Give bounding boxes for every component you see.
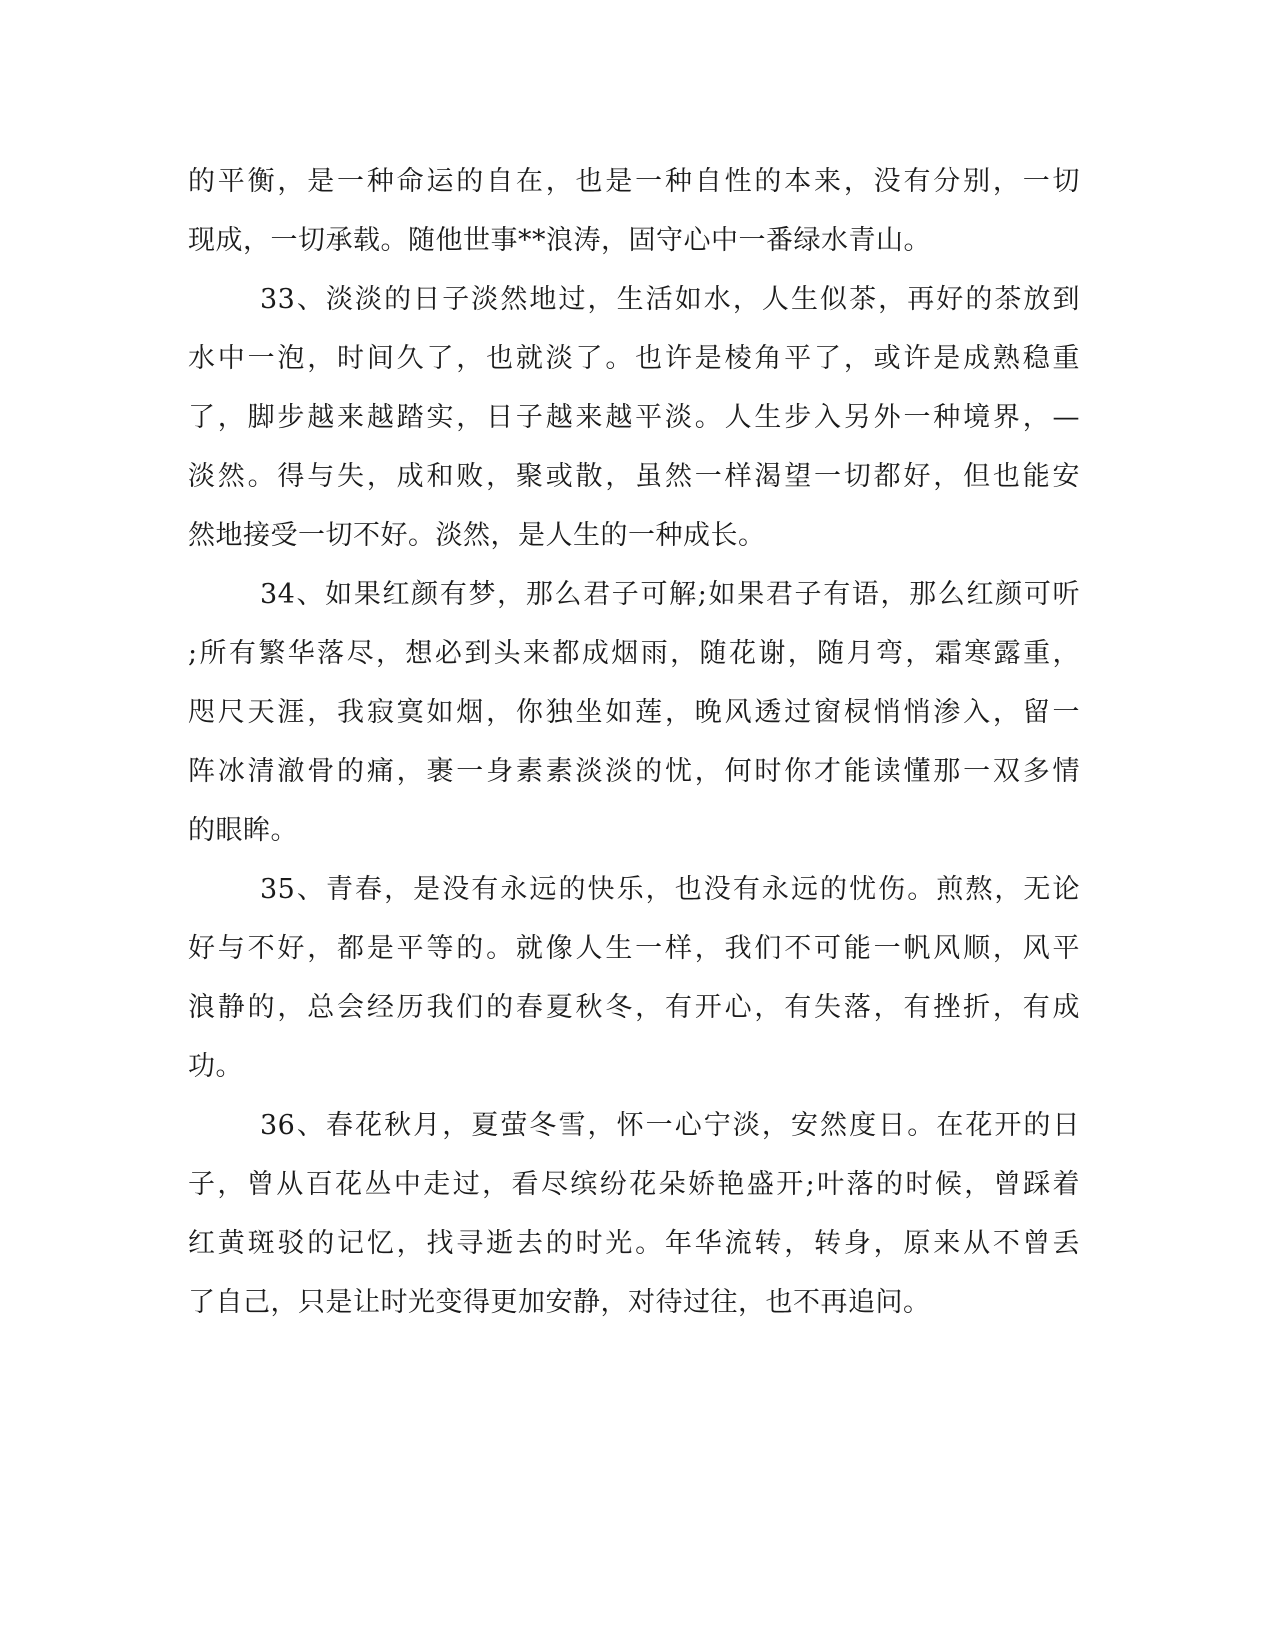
text-line: ;所有繁华落尽，想必到头来都成烟雨，随花谢，随月弯，霜寒露重， (188, 638, 1080, 669)
text-line: 水中一泡，时间久了，也就淡了。也许是棱角平了，或许是成熟稳重 (188, 343, 1080, 374)
text-line: 咫尺天涯，我寂寞如烟，你独坐如莲，晚风透过窗棂悄悄渗入，留一 (188, 697, 1080, 728)
paragraph-36-start: 36、春花秋月，夏萤冬雪，怀一心宁淡，安然度日。在花开的日 (260, 1110, 1080, 1141)
text-line: 红黄斑驳的记忆，找寻逝去的时光。年华流转，转身，原来从不曾丢 (188, 1228, 1080, 1259)
text-line: 淡然。得与失，成和败，聚或散，虽然一样渴望一切都好，但也能安 (188, 461, 1080, 492)
paragraph-35-start: 35、青春，是没有永远的快乐，也没有永远的忧伤。煎熬，无论 (260, 874, 1080, 905)
text-line: 的平衡，是一种命运的自在，也是一种自性的本来，没有分别，一切 (188, 166, 1080, 197)
text-line: 浪静的，总会经历我们的春夏秋冬，有开心，有失落，有挫折，有成 (188, 992, 1080, 1023)
text-line: 了自己，只是让时光变得更加安静，对待过往，也不再追问。 (188, 1287, 931, 1318)
text-line: 了，脚步越来越踏实，日子越来越平淡。人生步入另外一种境界，— (188, 402, 1080, 433)
paragraph-33-start: 33、淡淡的日子淡然地过，生活如水，人生似茶，再好的茶放到 (260, 284, 1080, 315)
text-line: 子，曾从百花丛中走过，看尽缤纷花朵娇艳盛开;叶落的时候，曾踩着 (188, 1169, 1080, 1200)
text-line: 现成，一切承载。随他世事**浪涛，固守心中一番绿水青山。 (188, 225, 931, 256)
paragraph-34-start: 34、如果红颜有梦，那么君子可解;如果君子有语，那么红颜可听 (260, 579, 1080, 610)
text-line: 功。 (188, 1051, 243, 1082)
text-line: 的眼眸。 (188, 815, 298, 846)
text-line: 然地接受一切不好。淡然，是人生的一种成长。 (188, 520, 766, 551)
text-line: 阵冰清澈骨的痛，裹一身素素淡淡的忧，何时你才能读懂那一双多情 (188, 756, 1080, 787)
text-line: 好与不好，都是平等的。就像人生一样，我们不可能一帆风顺，风平 (188, 933, 1080, 964)
